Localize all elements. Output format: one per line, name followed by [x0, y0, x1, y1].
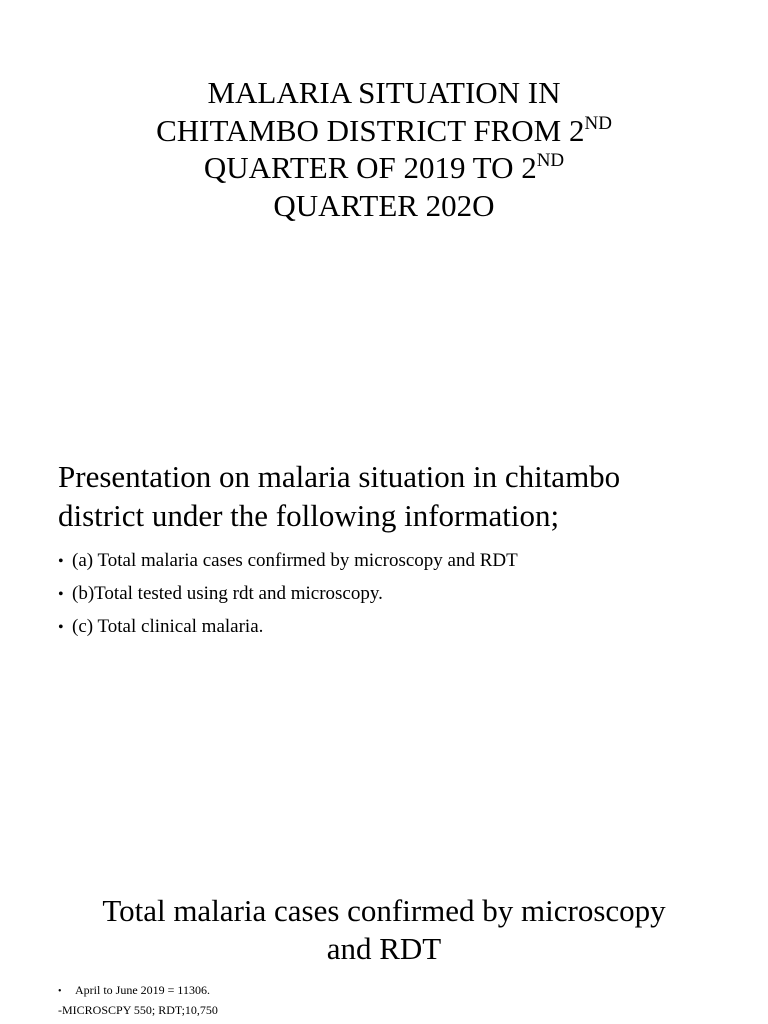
bullet-icon: •	[58, 619, 64, 636]
title-line-4: QUARTER 202O	[273, 187, 495, 223]
totals-heading	[0, 892, 768, 968]
title-line-3: QUARTER OF 2019 TO 2ND	[203, 150, 565, 185]
information-list	[58, 549, 738, 648]
list-item: • (a) Total malaria cases confirmed by microscopy and RDT	[58, 549, 738, 582]
bullet-icon: •	[58, 986, 62, 997]
list-item: • (c) Total clinical malaria.	[58, 615, 738, 648]
heading-line-1: Presentation on malaria situation in chitambo	[58, 459, 621, 494]
bullet-icon: •	[58, 586, 64, 603]
cases-bullet: • April to June 2019 = 11306.	[58, 982, 210, 1000]
title-slide	[0, 0, 768, 300]
totals-heading-line-2: and RDT	[326, 931, 442, 966]
cases-detail: -MICROSCPY 550; RDT;10,750	[58, 1003, 218, 1017]
title-line-2: CHITAMBO DISTRICT FROM 2ND	[156, 112, 612, 148]
bullet-icon: •	[58, 553, 64, 570]
heading-line-2: district under the following information;	[58, 498, 560, 533]
totals-slide	[0, 880, 768, 1024]
list-item: • (b)Total tested using rdt and microscopy.	[58, 582, 738, 615]
presentation-heading	[58, 457, 738, 535]
document-title	[0, 74, 768, 224]
totals-heading-line-1: Total malaria cases confirmed by microscopy	[102, 893, 666, 928]
superscript-nd: ND	[536, 150, 565, 171]
title-line-1: MALARIA SITUATION IN	[207, 75, 561, 110]
superscript-nd: ND	[584, 112, 612, 134]
presentation-slide	[0, 440, 768, 670]
